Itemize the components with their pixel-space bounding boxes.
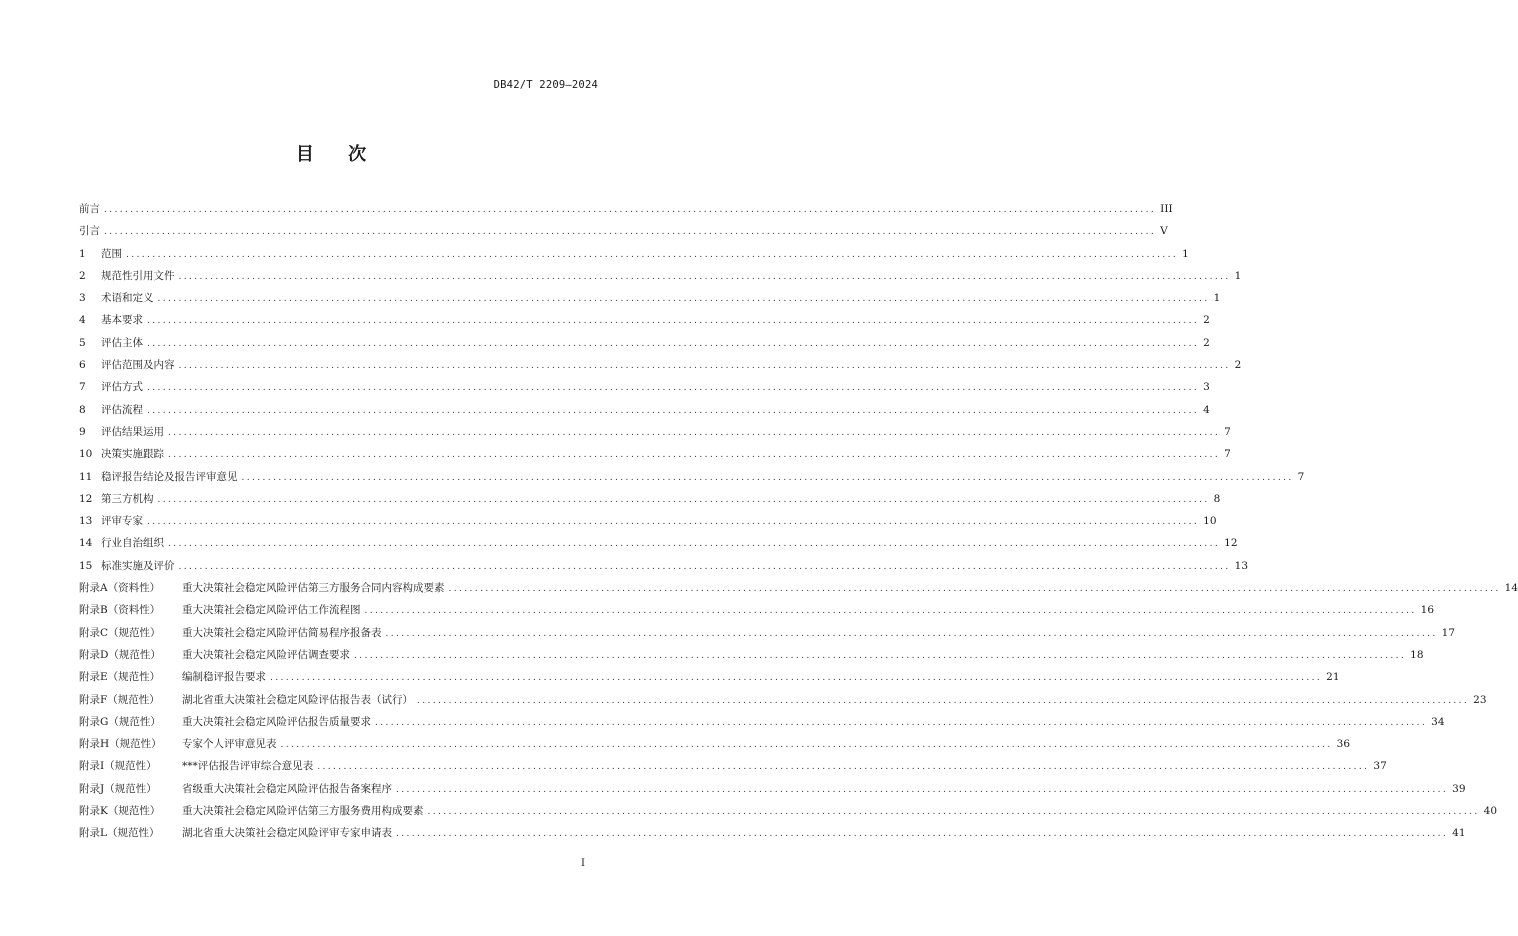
toc-entry[interactable] — [79, 446, 1231, 468]
toc-entry-page: 12 — [1224, 537, 1238, 550]
toc-entry-label: 重大决策社会稳定风险评估调查要求 — [182, 648, 350, 661]
dot-leader: ........................................................................................................................................................................................................ — [157, 294, 1210, 305]
toc-title: 目 次 — [295, 144, 381, 165]
toc-entry-number: 15 — [79, 559, 93, 572]
dot-leader: ........................................................................................................................................................................................................ — [270, 673, 1323, 684]
toc-entry-label: 评估主体 — [101, 336, 143, 349]
toc-entry[interactable] — [79, 825, 1466, 847]
toc-entry-label: 评估结果运用 — [101, 425, 164, 438]
toc-entry[interactable] — [79, 379, 1210, 401]
toc-entry-page: 7 — [1297, 470, 1305, 483]
toc-entry-label: 稳评报告结论及报告评审意见 — [101, 470, 238, 483]
toc-entry[interactable] — [79, 491, 1221, 513]
toc-entry[interactable] — [79, 335, 1210, 357]
toc-entry-page: 7 — [1224, 448, 1231, 461]
toc-entry-page: 14 — [1504, 582, 1518, 595]
dot-leader: ........................................................................................................................................................................................................ — [147, 316, 1200, 327]
toc-entry[interactable] — [79, 781, 1466, 803]
toc-entry-page: 41 — [1452, 827, 1466, 840]
toc-entry-number: 9 — [79, 425, 86, 438]
toc-entry[interactable] — [79, 647, 1424, 669]
toc-entry[interactable] — [79, 312, 1210, 334]
dot-leader: ........................................................................................................................................................................................................ — [104, 205, 1157, 215]
toc-entry-label: 重大决策社会稳定风险评估第三方服务合同内容构成要素 — [182, 582, 445, 595]
toc-entry-page: 1 — [1213, 292, 1221, 305]
toc-entry-page: 13 — [1234, 559, 1249, 572]
dot-leader: ........................................................................................................................................................................................................ — [168, 450, 1221, 461]
toc-entry-number: 2 — [79, 269, 86, 282]
toc-entry-label: 第三方机构 — [101, 492, 154, 505]
dot-leader: ........................................................................................................................................................................................................ — [396, 784, 1449, 795]
toc-entry-number: 10 — [79, 448, 93, 461]
toc-entry-label: 标准实施及评价 — [101, 559, 175, 572]
dot-leader: ........................................................................................................................................................................................................ — [168, 427, 1221, 438]
toc-entry-page: 8 — [1213, 492, 1221, 505]
toc-entry-label: 基本要求 — [101, 314, 143, 327]
toc-entry-number: 附录B（资料性） — [79, 604, 161, 617]
dot-leader: ........................................................................................................................................................................................................ — [147, 517, 1200, 528]
dot-leader: ........................................................................................................................................................................................................ — [178, 361, 1231, 372]
dot-leader: ........................................................................................................................................................................................................ — [147, 338, 1200, 349]
toc-entry-label: 行业自治组织 — [101, 537, 164, 550]
toc-entry-label: ***评估报告评审综合意见表 — [182, 760, 314, 773]
toc-entry-page: 40 — [1483, 805, 1498, 818]
toc-entry[interactable] — [79, 736, 1351, 758]
dot-leader: ........................................................................................................................................................................................................ — [427, 807, 1480, 818]
toc-entry-label: 评估流程 — [101, 403, 143, 416]
toc-entry-number: 7 — [79, 381, 86, 394]
toc-entry-number: 14 — [79, 537, 93, 550]
toc-entry-page: 16 — [1420, 604, 1435, 617]
dot-leader: ........................................................................................................................................................................................................ — [396, 829, 1449, 840]
dot-leader: ........................................................................................................................................................................................................ — [104, 227, 1157, 238]
toc-entry-label: 重大决策社会稳定风险评估第三方服务费用构成要素 — [182, 805, 424, 818]
toc-entry-label: 决策实施跟踪 — [101, 448, 164, 461]
toc-entry-label: 规范性引用文件 — [101, 269, 175, 282]
toc-entry-page: 3 — [1203, 381, 1210, 394]
toc-entry[interactable] — [79, 803, 1498, 825]
toc-entry-label: 引言 — [79, 225, 100, 238]
toc-entry-number: 6 — [79, 359, 86, 372]
toc-entry-label: 省级重大决策社会稳定风险评估报告备案程序 — [182, 782, 392, 795]
toc-entry-page: 34 — [1431, 715, 1445, 728]
toc-entry[interactable] — [79, 625, 1456, 647]
toc-entry-number: 附录L（规范性） — [79, 827, 160, 840]
toc-entry[interactable] — [79, 558, 1249, 580]
toc-entry-page: 10 — [1203, 515, 1217, 528]
dot-leader: ........................................................................................................................................................................................................ — [417, 695, 1470, 706]
toc-entry[interactable] — [79, 424, 1231, 446]
toc-entry-label: 评估方式 — [101, 381, 143, 394]
toc-entry-page: 17 — [1441, 626, 1456, 639]
toc-entry[interactable] — [79, 602, 1435, 624]
toc-entry-number: 3 — [79, 292, 86, 305]
dot-leader: ........................................................................................................................................................................................................ — [168, 539, 1221, 550]
toc-entry-number: 12 — [79, 492, 93, 505]
toc-entry-label: 重大决策社会稳定风险评估简易程序报备表 — [182, 626, 382, 639]
toc-entry[interactable] — [79, 402, 1210, 424]
toc-entry-label: 评审专家 — [101, 515, 143, 528]
toc-entry-page: V — [1160, 225, 1168, 238]
dot-leader: ........................................................................................................................................................................................................ — [354, 650, 1407, 661]
dot-leader: ........................................................................................................................................................................................................ — [375, 717, 1428, 728]
toc-entry-number: 4 — [79, 314, 86, 327]
standard-code: DB42/T 2209—2024 — [493, 79, 598, 91]
toc-entry-page: 36 — [1336, 738, 1351, 751]
dot-leader: ........................................................................................................................................................................................................ — [157, 494, 1210, 505]
toc-entry-label: 术语和定义 — [101, 292, 154, 305]
toc-entry-label: 专家个人评审意见表 — [182, 738, 277, 751]
toc-entry-label: 范围 — [101, 247, 122, 260]
toc-entry-page: 23 — [1473, 693, 1487, 706]
toc-entry-page: 1 — [1182, 247, 1189, 260]
toc-entry-page: 18 — [1410, 648, 1424, 661]
toc-entry-number: 附录E（规范性） — [79, 671, 161, 684]
dot-leader: ........................................................................................................................................................................................................ — [364, 606, 1417, 617]
toc-entry-number: 附录F（规范性） — [79, 693, 160, 706]
toc-entry[interactable] — [79, 201, 1173, 223]
toc-entry-number: 附录G（规范性） — [79, 715, 161, 728]
dot-leader: ........................................................................................................................................................................................................ — [178, 561, 1231, 572]
toc-entry-page: 2 — [1203, 336, 1210, 349]
toc-entry-label: 湖北省重大决策社会稳定风险评审专家申请表 — [182, 827, 392, 840]
dot-leader: ........................................................................................................................................................................................................ — [385, 628, 1438, 639]
toc-entry[interactable] — [79, 692, 1487, 714]
toc-entry-page: 7 — [1224, 425, 1231, 438]
toc-entry-number: 附录K（规范性） — [79, 805, 161, 818]
toc-entry-number: 附录H（规范性） — [79, 738, 162, 751]
toc-entry[interactable] — [79, 535, 1238, 557]
toc-entry-label: 前言 — [79, 203, 100, 215]
toc-entry[interactable] — [79, 357, 1242, 379]
toc-entry[interactable] — [79, 580, 1518, 602]
table-of-contents — [79, 201, 1518, 848]
toc-entry-number: 附录D（规范性） — [79, 648, 161, 661]
dot-leader: ........................................................................................................................................................................................................ — [280, 740, 1333, 751]
toc-entry-number: 8 — [79, 403, 86, 416]
toc-entry-label: 重大决策社会稳定风险评估报告质量要求 — [182, 715, 371, 728]
toc-entry-number: 附录C（规范性） — [79, 626, 161, 639]
toc-entry[interactable] — [79, 469, 1305, 491]
toc-entry[interactable] — [79, 268, 1242, 290]
toc-entry-number: 11 — [79, 470, 93, 483]
toc-entry-number: 附录A（资料性） — [79, 582, 161, 595]
toc-entry-number: 附录I（规范性） — [79, 760, 157, 773]
dot-leader: ........................................................................................................................................................................................................ — [126, 249, 1179, 260]
dot-leader: ........................................................................................................................................................................................................ — [241, 472, 1294, 483]
toc-entry-page: 4 — [1203, 403, 1210, 416]
toc-entry[interactable] — [79, 758, 1387, 780]
toc-entry-label: 编制稳评报告要求 — [182, 671, 266, 684]
toc-entry-number: 5 — [79, 336, 86, 349]
toc-entry-page: 21 — [1326, 671, 1340, 684]
dot-leader: ........................................................................................................................................................................................................ — [317, 762, 1370, 773]
dot-leader: ........................................................................................................................................................................................................ — [147, 383, 1200, 394]
toc-entry-number: 附录J（规范性） — [79, 782, 157, 795]
dot-leader: ........................................................................................................................................................................................................ — [448, 584, 1501, 595]
toc-entry-page: 37 — [1373, 760, 1387, 773]
toc-entry-label: 湖北省重大决策社会稳定风险评估报告表（试行） — [182, 693, 413, 706]
page-number: I — [581, 858, 585, 869]
toc-entry[interactable] — [79, 669, 1340, 691]
toc-entry[interactable] — [79, 223, 1168, 245]
toc-entry[interactable] — [79, 513, 1217, 535]
toc-entry-page: 2 — [1203, 314, 1210, 327]
toc-entry[interactable] — [79, 246, 1189, 268]
toc-entry[interactable] — [79, 714, 1445, 736]
toc-entry-page: 1 — [1234, 269, 1242, 282]
toc-entry-number: 13 — [79, 515, 93, 528]
toc-entry-page: 2 — [1234, 359, 1242, 372]
toc-entry[interactable] — [79, 290, 1221, 312]
dot-leader: ........................................................................................................................................................................................................ — [147, 405, 1200, 416]
toc-entry-page: 39 — [1452, 782, 1466, 795]
dot-leader: ........................................................................................................................................................................................................ — [178, 271, 1231, 282]
toc-entry-label: 评估范围及内容 — [101, 359, 175, 372]
toc-entry-page: III — [1160, 203, 1173, 215]
toc-entry-number: 1 — [79, 247, 86, 260]
toc-entry-label: 重大决策社会稳定风险评估工作流程图 — [182, 604, 361, 617]
